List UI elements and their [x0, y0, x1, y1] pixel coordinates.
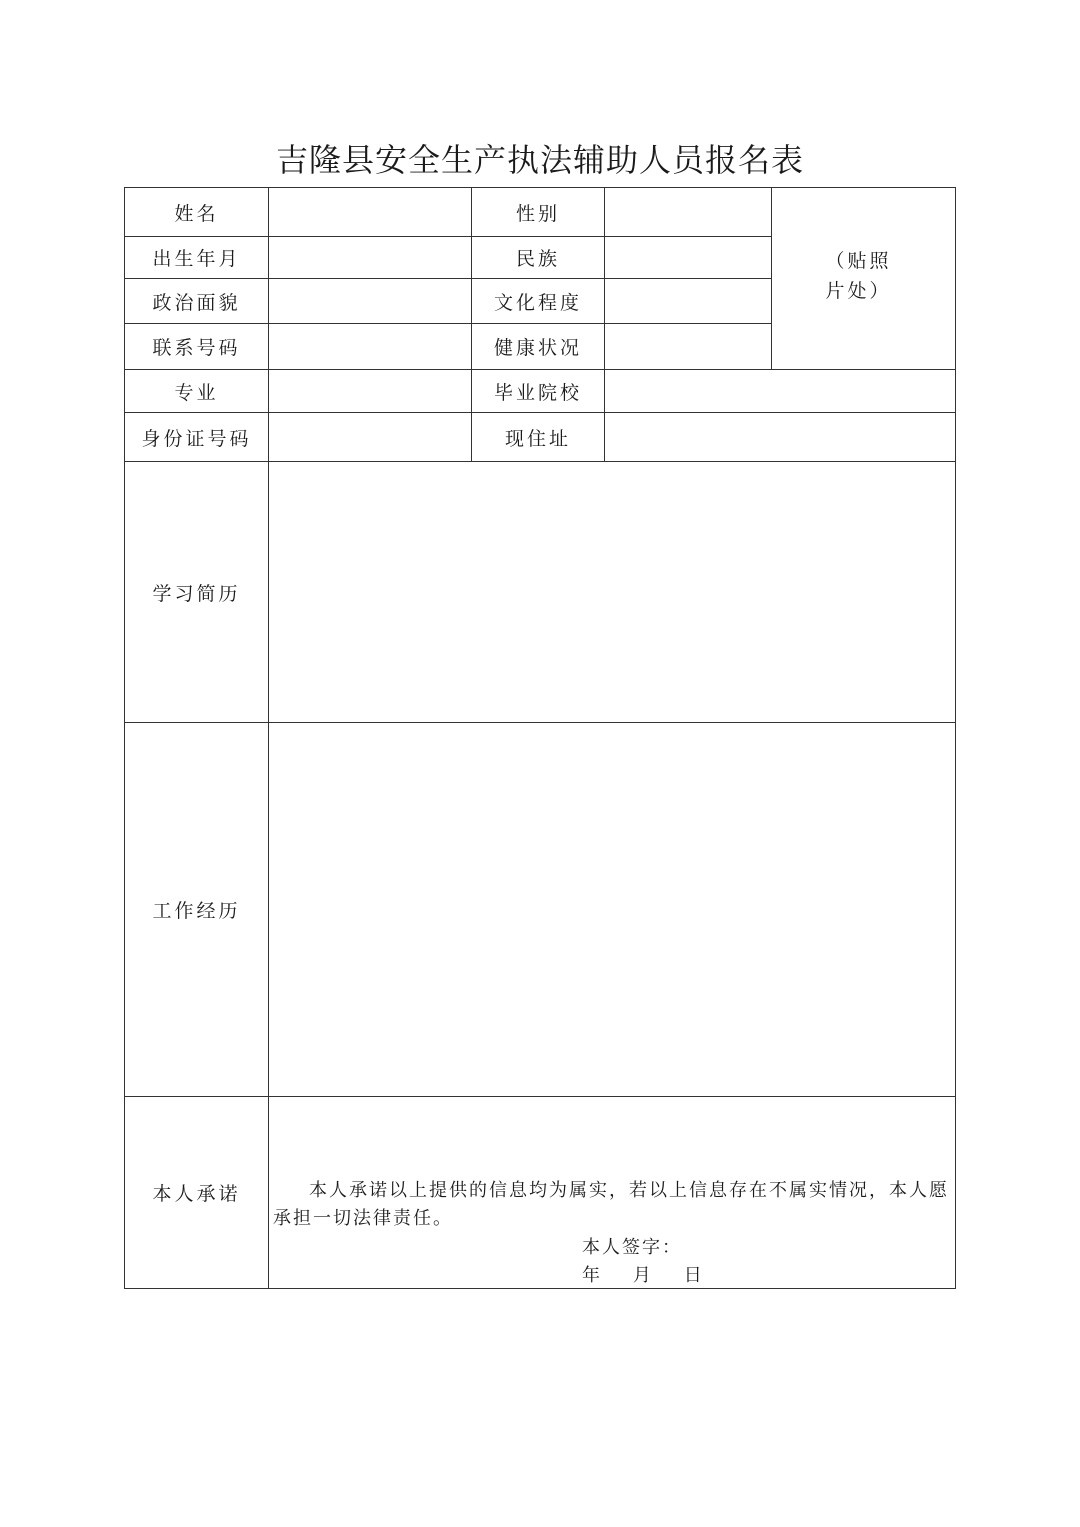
education-label: 文化程度: [471, 278, 605, 324]
date-label: 年 月 日: [582, 1265, 704, 1286]
address-input[interactable]: [604, 412, 956, 462]
photo-area[interactable]: [771, 187, 956, 370]
gender-label: 性别: [471, 187, 605, 237]
gender-input[interactable]: [604, 187, 772, 237]
education-input[interactable]: [604, 278, 772, 324]
signature-label: 本人签字：: [582, 1237, 682, 1258]
address-label: 现住址: [471, 412, 605, 462]
pledge-label: 本人承诺: [124, 1096, 269, 1289]
ethnicity-input[interactable]: [604, 236, 772, 279]
school-input[interactable]: [604, 369, 956, 413]
major-label: 专业: [124, 369, 269, 413]
birth-input[interactable]: [268, 236, 472, 279]
id-number-label: 身份证号码: [124, 412, 269, 462]
political-label: 政治面貌: [124, 278, 269, 324]
birth-label: 出生年月: [124, 236, 269, 279]
id-number-input[interactable]: [268, 412, 472, 462]
work-history-input[interactable]: [268, 722, 956, 1097]
health-input[interactable]: [604, 323, 772, 370]
photo-placeholder-label: （贴照片处）: [825, 249, 892, 302]
political-input[interactable]: [268, 278, 472, 324]
registration-form-table: [124, 187, 956, 1289]
major-input[interactable]: [268, 369, 472, 413]
phone-label: 联系号码: [124, 323, 269, 370]
school-label: 毕业院校: [471, 369, 605, 413]
phone-input[interactable]: [268, 323, 472, 370]
study-history-input[interactable]: [268, 461, 956, 723]
ethnicity-label: 民族: [471, 236, 605, 279]
pledge-cell: [268, 1096, 956, 1289]
name-label: 姓名: [124, 187, 269, 237]
work-history-label: 工作经历: [124, 722, 269, 1097]
pledge-statement: 本人承诺以上提供的信息均为属实，若以上信息存在不属实情况，本人愿承担一切法律责任。: [273, 1180, 949, 1229]
form-title: 吉隆县安全生产执法辅助人员报名表: [275, 141, 804, 179]
name-input[interactable]: [268, 187, 472, 237]
study-history-label: 学习简历: [124, 461, 269, 723]
health-label: 健康状况: [471, 323, 605, 370]
